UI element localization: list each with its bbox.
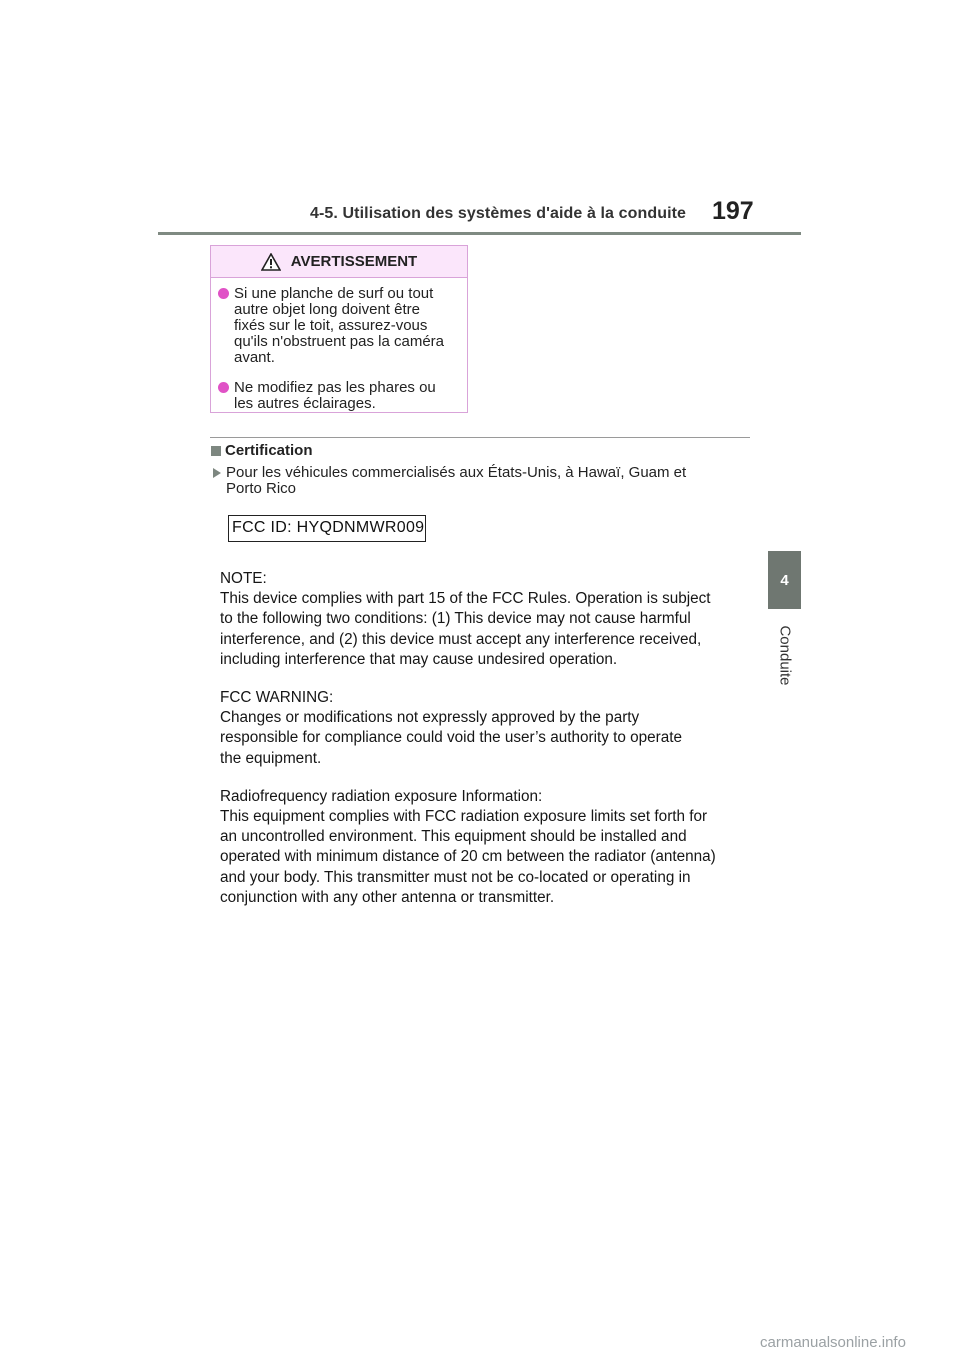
warning-triangle-icon — [261, 253, 281, 271]
section-header-title: 4-5. Utilisation des systèmes d'aide à la conduite — [310, 205, 687, 222]
warning-title: AVERTISSEMENT — [290, 253, 418, 270]
fcc-note-paragraph: NOTE: This device complies with part 15 of the FCC Rules. Operation is subject to the following two conditions: (1) This device may not cause harmful interference, and (2) this device must accept any interference received, including interference that may cause undesired operation. — [220, 570, 711, 668]
warning-box — [210, 245, 468, 413]
section-heading-text: Certification — [225, 442, 313, 459]
watermark: carmanualsonline.info — [760, 1334, 906, 1351]
fcc-id-label: FCC ID: HYQDNMWR009 — [228, 515, 426, 542]
warning-header — [211, 246, 467, 278]
square-bullet-icon — [211, 446, 221, 456]
header-divider — [158, 232, 801, 235]
section-heading — [211, 442, 313, 459]
triangle-bullet-icon — [213, 468, 221, 478]
fcc-radiofrequency-paragraph: Radiofrequency radiation exposure Information: This equipment complies with FCC radiation exposure limits set forth for an uncontrolled environment. This equipment should be installed and operated with minimum distance of 20 cm between the radiator (antenna) and your body. This transmitter must not be co-located or operating in conjunction with any other antenna or transmitter. — [220, 787, 716, 906]
fcc-warning-paragraph: FCC WARNING: Changes or modifications not expressly approved by the party responsible for compliance could void the user’s authority to operate the equipment. — [220, 689, 683, 767]
fcc-statement — [220, 569, 780, 926]
page-number: 197 — [712, 197, 754, 225]
sub-item: Pour les véhicules commercialisés aux États-Unis, à Hawaï, Guam et Porto Rico — [213, 465, 743, 497]
section-divider — [210, 437, 750, 438]
bullet-dot-icon — [218, 288, 229, 299]
bullet-dot-icon — [218, 382, 229, 393]
warning-item: Ne modifiez pas les phares ou les autres éclairages. — [215, 380, 459, 412]
chapter-number: 4 — [780, 571, 789, 589]
warning-item: Si une planche de surf ou tout autre objet long doivent être fixés sur le toit, assurez-vous qu'ils n'obstruent pas la caméra avant. — [215, 286, 459, 366]
chapter-label: Conduite — [776, 624, 794, 686]
